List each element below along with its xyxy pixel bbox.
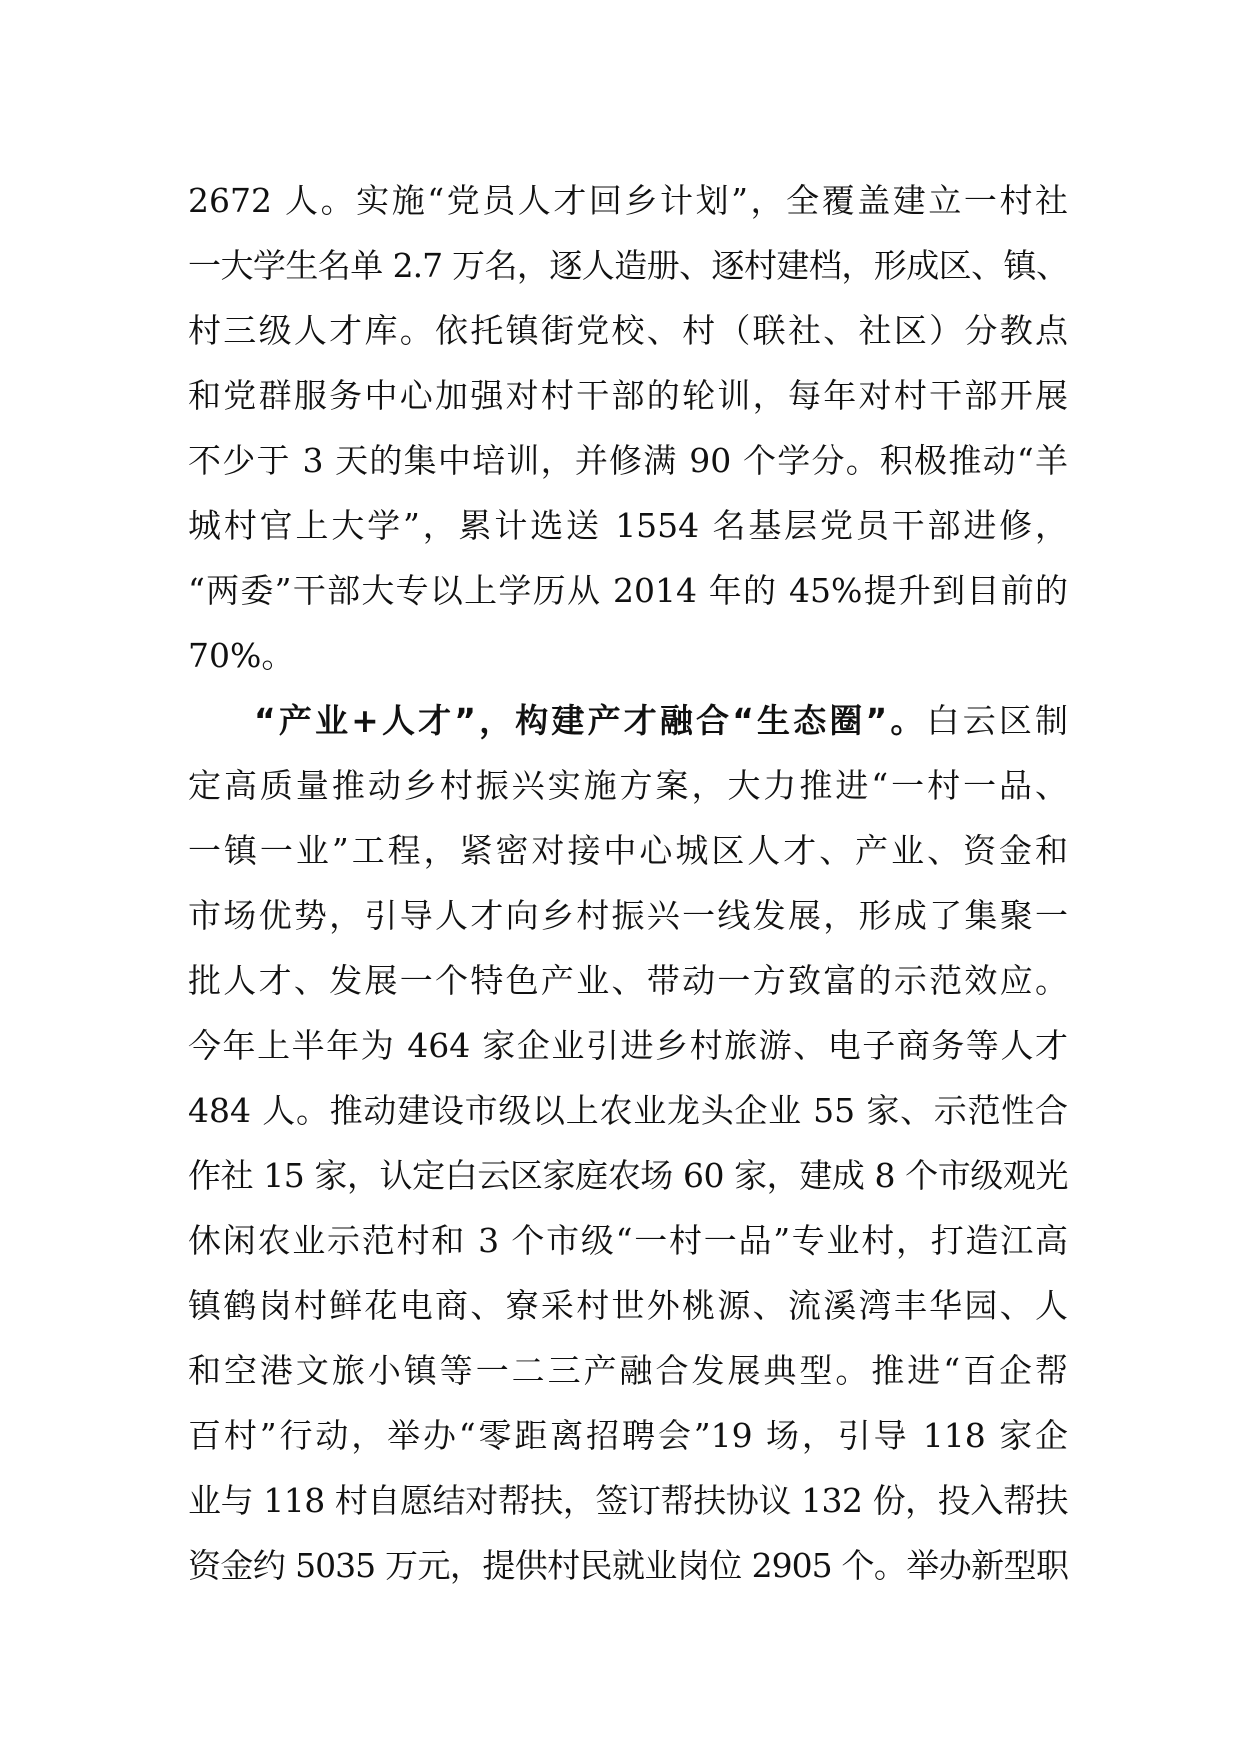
text-line: 市场优势，引导人才向乡村振兴一线发展，形成了集聚一 (188, 896, 1068, 935)
text-line: 定高质量推动乡村振兴实施方案，大力推进“一村一品、 (188, 766, 1068, 805)
text-line: 今年上半年为 464 家企业引进乡村旅游、电子商务等人才 (188, 1026, 1068, 1065)
paragraph-1 (188, 168, 1068, 688)
body-text (188, 168, 1068, 1598)
text-line: 业与 118 村自愿结对帮扶，签订帮扶协议 132 份，投入帮扶 (188, 1481, 1068, 1520)
text-line: 和空港文旅小镇等一二三产融合发展典型。推进“百企帮 (188, 1351, 1068, 1390)
text-line: 镇鹤岗村鲜花电商、寮采村世外桃源、流溪湾丰华园、人 (188, 1286, 1068, 1325)
text-line: 百村”行动，举办“零距离招聘会”19 场，引导 118 家企 (188, 1416, 1068, 1455)
text-line: 作社 15 家，认定白云区家庭农场 60 家，建成 8 个市级观光 (188, 1156, 1068, 1195)
text-line: 2672 人。实施“党员人才回乡计划”，全覆盖建立一村社 (188, 181, 1068, 220)
text-line: 休闲农业示范村和 3 个市级“一村一品”专业村，打造江高 (188, 1221, 1068, 1260)
text-line: 不少于 3 天的集中培训，并修满 90 个学分。积极推动“羊 (188, 441, 1068, 480)
text-line: 资金约 5035 万元，提供村民就业岗位 2905 个。举办新型职 (188, 1546, 1068, 1585)
text-line: 城村官上大学”，累计选送 1554 名基层党员干部进修， (188, 506, 1068, 545)
text-line: 和党群服务中心加强对村干部的轮训，每年对村干部开展 (188, 376, 1068, 415)
text-line: 484 人。推动建设市级以上农业龙头企业 55 家、示范性合 (188, 1091, 1068, 1130)
text-line: 村三级人才库。依托镇街党校、村（联社、社区）分教点 (188, 311, 1068, 350)
text-line: 一大学生名单 2.7 万名，逐人造册、逐村建档，形成区、镇、 (188, 246, 1068, 285)
paragraph-2 (188, 688, 1068, 1598)
text-line: 批人才、发展一个特色产业、带动一方致富的示范效应。 (188, 961, 1068, 1000)
paragraph-heading: “产业+人才”，构建产才融合“生态圈”。 (254, 701, 927, 740)
heading-line-rest: 白云区制 (926, 701, 1068, 740)
text-line: 70%。 (188, 636, 295, 675)
text-line: 一镇一业”工程，紧密对接中心城区人才、产业、资金和 (188, 831, 1068, 870)
text-line: “两委”干部大专以上学历从 2014 年的 45%提升到目前的 (188, 571, 1068, 610)
paragraph-first-line (188, 688, 1068, 753)
